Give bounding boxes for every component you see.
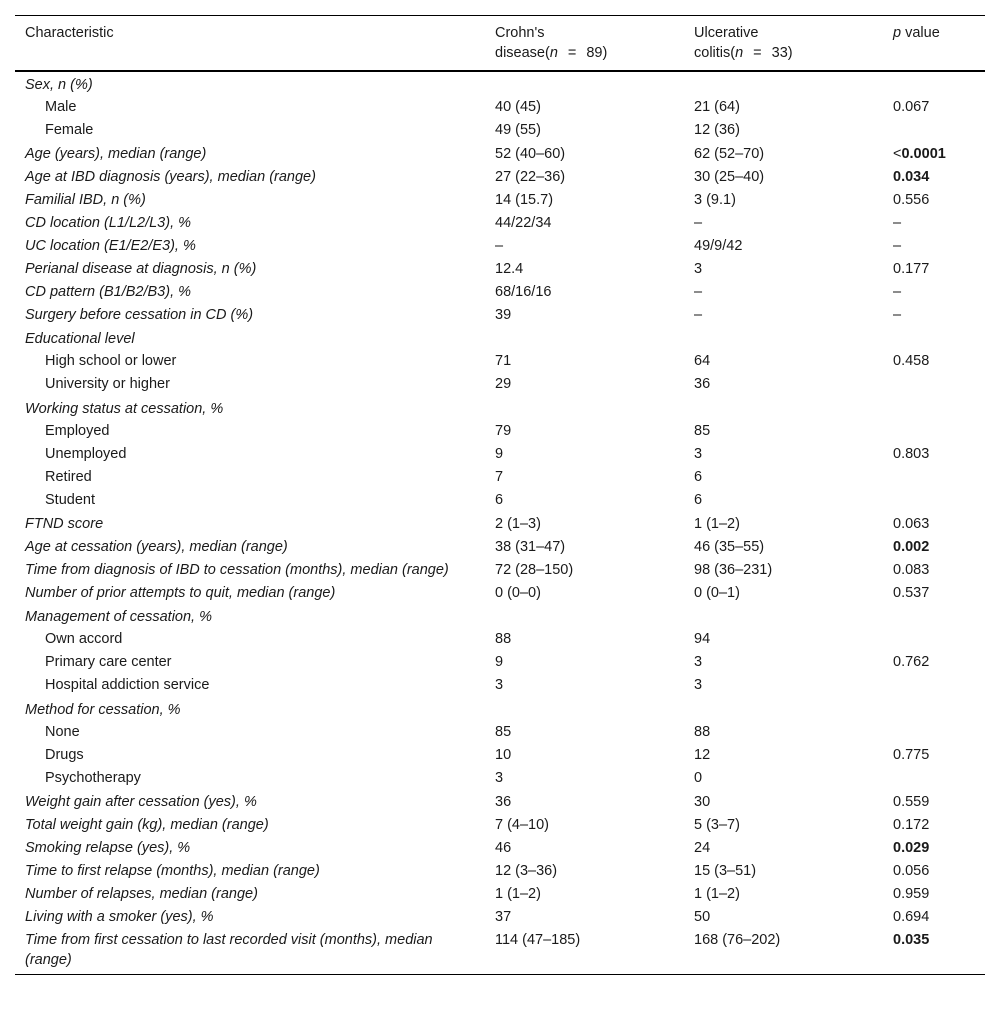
table-row <box>15 790 985 813</box>
uc-value: 30 (25–40) <box>694 169 765 185</box>
header-crohns-disease <box>485 16 684 72</box>
row-label: FTND score <box>25 516 104 532</box>
table-row <box>15 142 985 165</box>
p-value-number: 0.803 <box>893 446 930 462</box>
p-value-number: 0.063 <box>893 516 930 532</box>
p-value <box>883 443 985 466</box>
table-row <box>15 373 985 396</box>
p-value-number: 0.172 <box>893 817 930 833</box>
uc-value: 24 <box>694 840 711 856</box>
p-value <box>883 165 985 188</box>
uc-value: – <box>694 215 703 231</box>
cd-value: 0 (0–0) <box>495 585 541 601</box>
table-row <box>15 882 985 905</box>
row-label: University or higher <box>45 376 170 392</box>
cd-value: 114 (47–185) <box>485 928 684 975</box>
row-label: Weight gain after cessation (yes), % <box>25 794 257 810</box>
row-label: Drugs <box>45 747 84 763</box>
table-header <box>15 16 985 72</box>
row-label: Retired <box>45 469 92 485</box>
table-row <box>15 674 985 697</box>
header-p-value <box>883 16 985 72</box>
p-value <box>883 350 985 373</box>
p-value-number: 0.029 <box>893 840 930 856</box>
table-row <box>15 466 985 489</box>
header-cd-n: n <box>549 45 558 61</box>
p-value <box>883 396 985 420</box>
row-label: Time to first relapse (months), median (range) <box>25 863 320 879</box>
table-row <box>15 744 985 767</box>
header-uc-n: n <box>735 45 744 61</box>
p-value <box>883 836 985 859</box>
uc-value: 3 <box>694 446 703 462</box>
p-value <box>883 466 985 489</box>
row-label: Unemployed <box>45 446 127 462</box>
p-value <box>883 119 985 142</box>
p-value <box>883 512 985 535</box>
table-row <box>15 813 985 836</box>
p-value-number: 0.083 <box>893 562 930 578</box>
uc-value: 6 <box>694 492 703 508</box>
table-row <box>15 165 985 188</box>
table-row <box>15 303 985 326</box>
row-label: Familial IBD, n (%) <box>25 192 146 208</box>
cd-value <box>485 326 684 350</box>
cd-value: 27 (22–36) <box>495 169 566 185</box>
row-label: CD pattern (B1/B2/B3), % <box>25 284 192 300</box>
uc-value: 64 <box>694 353 711 369</box>
header-uc-line2: colitis( <box>694 45 736 61</box>
table-row <box>15 697 985 721</box>
row-label: None <box>45 724 80 740</box>
p-value-number: 0.034 <box>893 169 930 185</box>
p-value-number: – <box>893 307 902 323</box>
table-row <box>15 280 985 303</box>
row-label: Total weight gain (kg), median (range) <box>25 817 269 833</box>
header-uc-line1: Ulcerative <box>694 25 759 41</box>
header-uc-count: 33) <box>771 45 793 61</box>
p-value <box>883 813 985 836</box>
cd-value: 10 <box>495 747 512 763</box>
table-container <box>15 15 985 975</box>
cd-value: 9 <box>495 654 504 670</box>
cd-value: 37 <box>495 909 512 925</box>
row-label: Number of relapses, median (range) <box>25 886 258 902</box>
uc-value: 1 (1–2) <box>694 516 740 532</box>
row-label: Female <box>45 122 94 138</box>
p-value <box>883 674 985 697</box>
p-value <box>883 71 985 96</box>
table-row <box>15 119 985 142</box>
table-row <box>15 859 985 882</box>
uc-value: – <box>694 284 703 300</box>
table-row <box>15 71 985 96</box>
cd-value: – <box>495 238 504 254</box>
cd-value: 12.4 <box>495 261 524 277</box>
cd-value <box>485 604 684 628</box>
p-value-number: 0.067 <box>893 99 930 115</box>
p-value <box>883 721 985 744</box>
cd-value: 36 <box>495 794 512 810</box>
p-value-number: 0.035 <box>893 932 930 948</box>
cd-value <box>485 396 684 420</box>
uc-value: 168 (76–202) <box>684 928 883 975</box>
uc-value: 12 (36) <box>694 122 740 138</box>
uc-value: 3 (9.1) <box>694 192 736 208</box>
table-row <box>15 420 985 443</box>
table-row <box>15 628 985 651</box>
cd-value: 9 <box>495 446 504 462</box>
uc-value: 50 <box>694 909 711 925</box>
cd-value: 7 (4–10) <box>495 817 550 833</box>
row-label: Educational level <box>25 331 135 347</box>
p-value <box>883 928 985 975</box>
p-value-number: 0.959 <box>893 886 930 902</box>
p-value <box>883 535 985 558</box>
table-row <box>15 535 985 558</box>
cd-value: 68/16/16 <box>495 284 552 300</box>
row-label: Method for cessation, % <box>25 702 181 718</box>
header-p-italic: p <box>893 25 902 41</box>
p-value <box>883 767 985 790</box>
p-value-number: 0.775 <box>893 747 930 763</box>
cd-value: 38 (31–47) <box>495 539 566 555</box>
table-row <box>15 836 985 859</box>
header-cd-count: 89) <box>586 45 608 61</box>
table-row <box>15 651 985 674</box>
p-value <box>883 790 985 813</box>
p-value <box>883 628 985 651</box>
cd-value: 14 (15.7) <box>495 192 554 208</box>
cd-value: 1 (1–2) <box>495 886 541 902</box>
uc-value: 88 <box>694 724 711 740</box>
header-cd-eq: = <box>567 45 577 61</box>
uc-value: 15 (3–51) <box>694 863 757 879</box>
p-value-number: 0.056 <box>893 863 930 879</box>
uc-value <box>684 697 883 721</box>
cd-value: 3 <box>495 770 504 786</box>
uc-value <box>684 396 883 420</box>
p-value <box>883 280 985 303</box>
table-row <box>15 396 985 420</box>
p-value-number: 0.002 <box>893 539 930 555</box>
table-row <box>15 604 985 628</box>
cd-value: 46 <box>495 840 512 856</box>
cd-value: 39 <box>495 307 512 323</box>
uc-value: 6 <box>694 469 703 485</box>
table-row <box>15 234 985 257</box>
p-value <box>883 373 985 396</box>
cd-value: 49 (55) <box>495 122 541 138</box>
cd-value: 79 <box>495 423 512 439</box>
p-value <box>883 882 985 905</box>
p-value <box>883 697 985 721</box>
p-value-number: 0.762 <box>893 654 930 670</box>
header-p-rest: value <box>901 25 940 41</box>
cd-value: 40 (45) <box>495 99 541 115</box>
table-row <box>15 512 985 535</box>
cd-value: 2 (1–3) <box>495 516 541 532</box>
uc-value: 0 <box>694 770 703 786</box>
uc-value: 94 <box>694 631 711 647</box>
row-label: Own accord <box>45 631 123 647</box>
row-label: Number of prior attempts to quit, median (range) <box>25 585 336 601</box>
table-row <box>15 188 985 211</box>
row-label: Age (years), median (range) <box>25 146 207 162</box>
p-value-number: 0.177 <box>893 261 930 277</box>
p-value-number: 0.559 <box>893 794 930 810</box>
uc-value <box>684 326 883 350</box>
row-label: Working status at cessation, % <box>25 401 224 417</box>
p-value <box>883 744 985 767</box>
table-row <box>15 350 985 373</box>
table-row <box>15 721 985 744</box>
table-row <box>15 326 985 350</box>
row-label: Time from diagnosis of IBD to cessation (months), median (range) <box>25 562 449 578</box>
table-row <box>15 489 985 512</box>
row-label: Age at cessation (years), median (range) <box>25 539 288 555</box>
uc-value: 21 (64) <box>694 99 740 115</box>
row-label: Age at IBD diagnosis (years), median (range) <box>25 169 316 185</box>
row-label: Perianal disease at diagnosis, n (%) <box>25 261 257 277</box>
header-uc-eq: = <box>753 45 762 61</box>
row-label: Management of cessation, % <box>25 609 212 625</box>
p-value <box>883 326 985 350</box>
uc-value: 62 (52–70) <box>694 146 765 162</box>
table-row <box>15 558 985 581</box>
header-ulcerative-colitis <box>684 16 883 72</box>
cd-value: 3 <box>495 677 504 693</box>
uc-value: 12 <box>694 747 711 763</box>
p-value <box>883 211 985 234</box>
cd-value: 6 <box>495 492 504 508</box>
table-row <box>15 211 985 234</box>
uc-value: 3 <box>694 677 703 693</box>
cd-value: 88 <box>495 631 512 647</box>
row-label: Psychotherapy <box>45 770 141 786</box>
p-value <box>883 651 985 674</box>
cd-value: 52 (40–60) <box>495 146 566 162</box>
row-label: Time from first cessation to last recorded visit (months), median (range) <box>15 928 485 975</box>
p-value <box>883 420 985 443</box>
table-row <box>15 905 985 928</box>
row-label: High school or lower <box>45 353 177 369</box>
row-label: UC location (E1/E2/E3), % <box>25 238 196 254</box>
header-cd-line2: disease( <box>495 45 550 61</box>
p-value <box>883 188 985 211</box>
p-value <box>883 96 985 119</box>
uc-value: 98 (36–231) <box>694 562 773 578</box>
cd-value: 29 <box>495 376 512 392</box>
header-cd-line1: Crohn's <box>495 25 545 41</box>
cd-value: 44/22/34 <box>495 215 552 231</box>
cd-value <box>485 697 684 721</box>
cd-value: 71 <box>495 353 512 369</box>
uc-value <box>684 604 883 628</box>
p-value-number: 0.458 <box>893 353 930 369</box>
row-label: Male <box>45 99 77 115</box>
table-row <box>15 928 985 975</box>
p-value-number: – <box>893 215 902 231</box>
uc-value <box>684 71 883 96</box>
uc-value: 1 (1–2) <box>694 886 740 902</box>
uc-value: 36 <box>694 376 711 392</box>
p-value <box>883 257 985 280</box>
p-value <box>883 581 985 604</box>
p-value <box>883 303 985 326</box>
p-value-number: 0.556 <box>893 192 930 208</box>
p-value <box>883 142 985 165</box>
row-label: Student <box>45 492 95 508</box>
uc-value: 49/9/42 <box>694 238 743 254</box>
p-value <box>883 558 985 581</box>
table-body <box>15 71 985 975</box>
row-label: Surgery before cessation in CD (%) <box>25 307 254 323</box>
cd-value: 7 <box>495 469 504 485</box>
p-value-number: 0.0001 <box>901 146 946 162</box>
row-label: Primary care center <box>45 654 172 670</box>
row-label: Sex, n (%) <box>25 77 93 93</box>
table-row <box>15 767 985 790</box>
table-row <box>15 96 985 119</box>
p-value <box>883 859 985 882</box>
p-value-number: – <box>893 238 902 254</box>
row-label: CD location (L1/L2/L3), % <box>25 215 192 231</box>
row-label: Employed <box>45 423 110 439</box>
uc-value: 0 (0–1) <box>694 585 740 601</box>
p-value-number: 0.694 <box>893 909 930 925</box>
p-value <box>883 234 985 257</box>
uc-value: 30 <box>694 794 711 810</box>
cd-value: 85 <box>495 724 512 740</box>
header-row <box>15 16 985 72</box>
row-label: Smoking relapse (yes), % <box>25 840 191 856</box>
uc-value: 85 <box>694 423 711 439</box>
row-label: Hospital addiction service <box>45 677 210 693</box>
cd-value: 72 (28–150) <box>495 562 574 578</box>
uc-value: 3 <box>694 261 703 277</box>
cd-value: 12 (3–36) <box>495 863 558 879</box>
p-value-number: 0.537 <box>893 585 930 601</box>
table-row <box>15 581 985 604</box>
header-characteristic: Characteristic <box>15 16 485 72</box>
row-label: Living with a smoker (yes), % <box>25 909 214 925</box>
characteristics-table <box>15 15 985 975</box>
p-value-prefix: < <box>893 146 902 162</box>
p-value <box>883 604 985 628</box>
cd-value <box>485 71 684 96</box>
table-row <box>15 443 985 466</box>
uc-value: 5 (3–7) <box>694 817 740 833</box>
uc-value: 46 (35–55) <box>694 539 765 555</box>
p-value <box>883 905 985 928</box>
p-value <box>883 489 985 512</box>
table-row <box>15 257 985 280</box>
p-value-number: – <box>893 284 902 300</box>
uc-value: 3 <box>694 654 703 670</box>
uc-value: – <box>694 307 703 323</box>
